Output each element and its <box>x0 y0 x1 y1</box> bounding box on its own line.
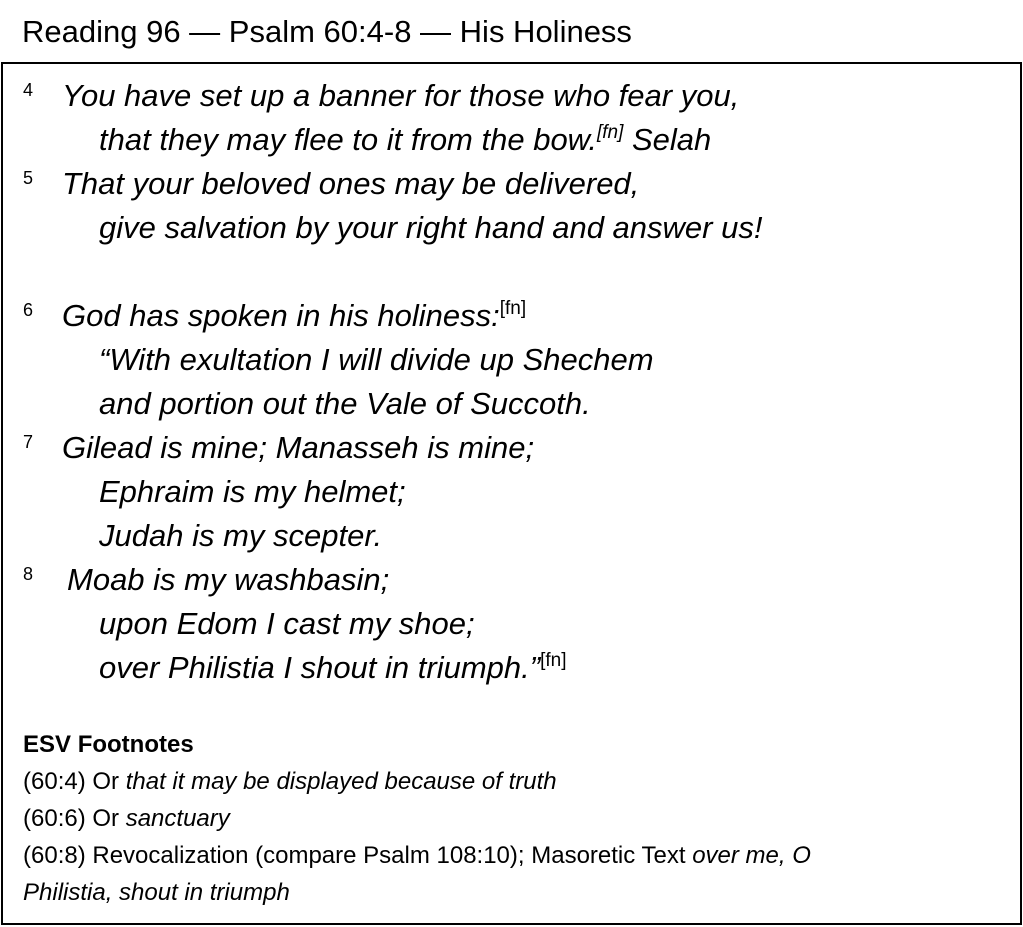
footnote-text: Philistia, shout in triumph <box>23 879 290 906</box>
footnote-text: that it may be displayed because of truth <box>125 768 557 795</box>
passage-panel <box>1 62 1022 925</box>
footnote-text: over me, O <box>692 842 811 869</box>
verse-5-line-2: give salvation by your right hand and answer us! <box>99 210 763 245</box>
verse-number-5: 5 <box>23 168 34 188</box>
footnote-item-continued <box>23 874 290 911</box>
footnote-item <box>23 837 811 874</box>
footnote-marker-6[interactable]: [fn] <box>499 298 527 319</box>
verse-number-4: 4 <box>23 80 34 100</box>
selah-text: Selah <box>623 122 712 157</box>
verse-number-6: 6 <box>23 300 34 320</box>
footnote-item <box>23 800 230 837</box>
footnotes-heading: ESV Footnotes <box>23 731 194 758</box>
verse-number-8: 8 <box>23 564 34 584</box>
verse-6-line-3: and portion out the Vale of Succoth. <box>99 386 591 421</box>
verse-6-line-1 <box>62 297 526 335</box>
footnote-ref: (60:4) Or <box>23 768 126 795</box>
page-title: Reading 96 — Psalm 60:4-8 — His Holiness <box>22 14 632 49</box>
verse-6-line-1-text: God has spoken in his holiness: <box>62 298 500 333</box>
verse-4-line-1: You have set up a banner for those who fear you, <box>62 78 740 113</box>
footnote-ref: (60:8) Revocalization (compare Psalm 108:10); Masoretic Text <box>23 842 693 869</box>
verse-4-line-2 <box>99 121 711 159</box>
verse-6-line-2: “With exultation I will divide up Shechem <box>99 342 654 377</box>
verse-8-line-1: Moab is my washbasin; <box>67 562 390 597</box>
footnote-marker-4[interactable]: [fn] <box>596 122 624 143</box>
footnote-marker-8[interactable]: [fn] <box>540 650 567 671</box>
verse-8-line-3-text: over Philistia I shout in triumph.” <box>99 650 541 685</box>
verse-7-line-3: Judah is my scepter. <box>99 518 383 553</box>
verse-5-line-1: That your beloved ones may be delivered, <box>62 166 640 201</box>
verse-8-line-2: upon Edom I cast my shoe; <box>99 606 475 641</box>
footnote-item <box>23 763 557 800</box>
verse-7-line-2: Ephraim is my helmet; <box>99 474 406 509</box>
footnote-text: sanctuary <box>125 805 230 832</box>
verse-7-line-1: Gilead is mine; Manasseh is mine; <box>62 430 535 465</box>
footnote-ref: (60:6) Or <box>23 805 126 832</box>
verse-number-7: 7 <box>23 432 34 452</box>
verse-4-line-2-text: that they may flee to it from the bow. <box>99 122 597 157</box>
verse-8-line-3 <box>99 649 566 687</box>
